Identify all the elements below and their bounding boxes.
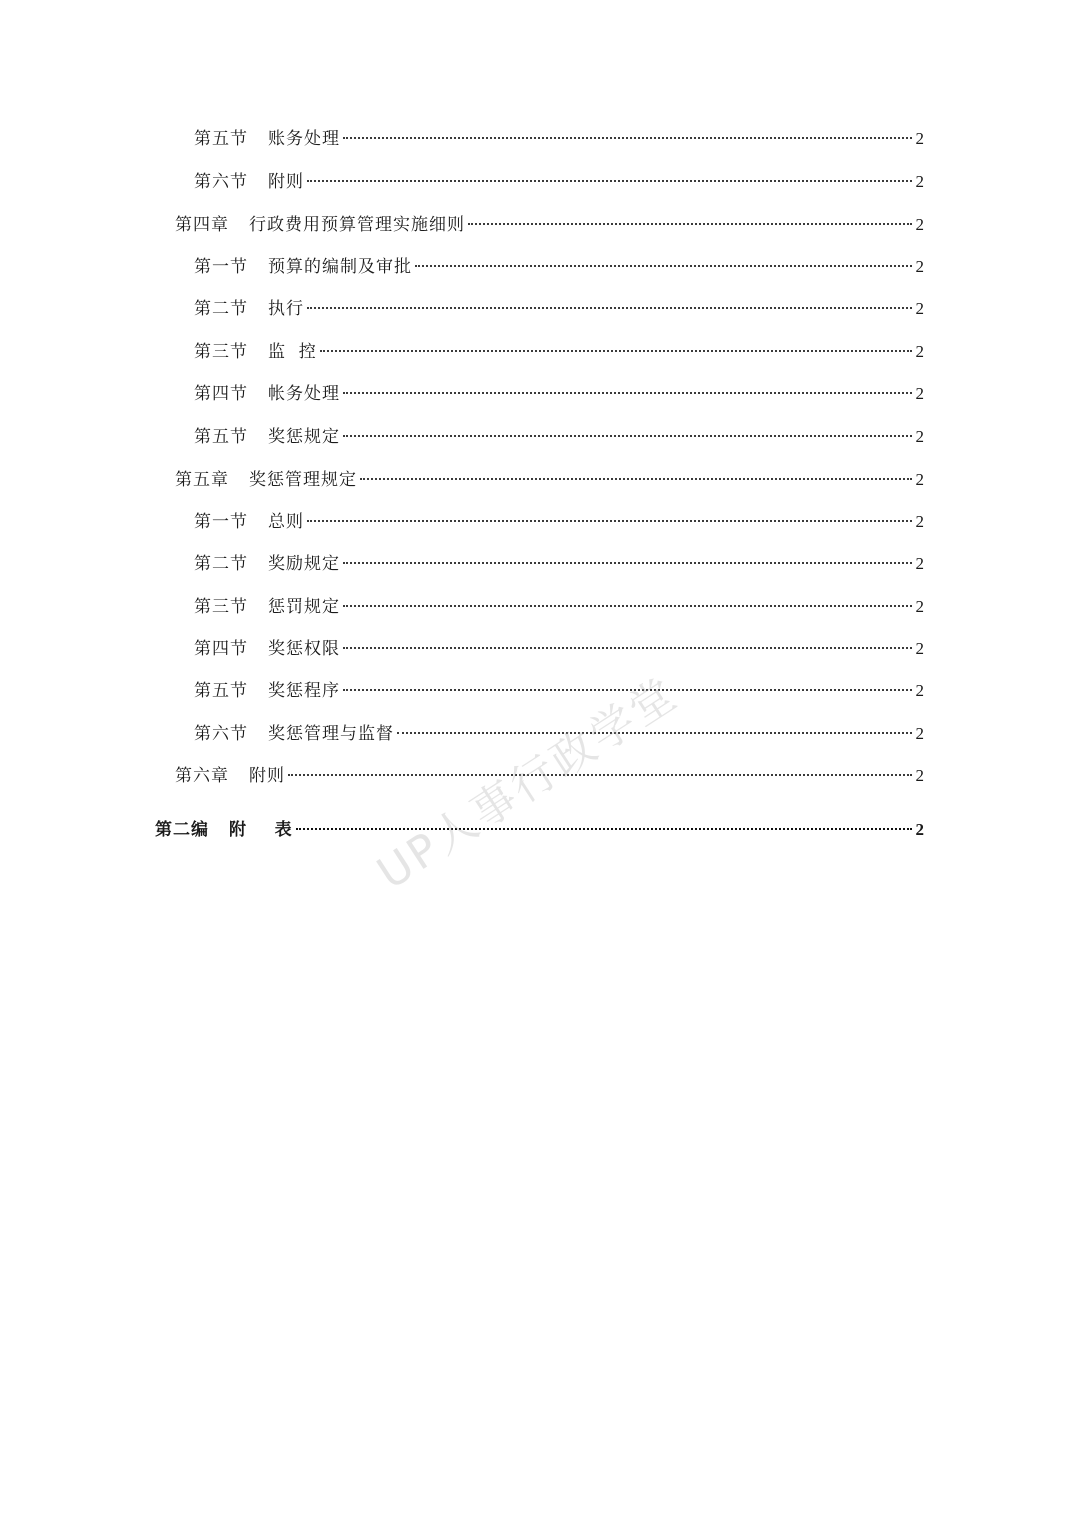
toc-entry-number: 第四章 xyxy=(175,215,229,235)
toc-entry-page-number: 2 xyxy=(915,299,924,318)
toc-entry-number: 第二节 xyxy=(194,299,248,319)
toc-dot-leader xyxy=(343,435,912,437)
toc-dot-leader xyxy=(360,478,912,480)
toc-entry-number: 第六章 xyxy=(175,766,229,786)
toc-dot-leader xyxy=(307,180,912,182)
toc-entry-chapter[interactable] xyxy=(175,765,924,787)
toc-entry-number: 第五章 xyxy=(175,470,229,490)
toc-entry-number: 第四节 xyxy=(194,639,248,659)
toc-entry-page-number: 2 xyxy=(915,427,924,446)
toc-entry-section[interactable] xyxy=(194,553,924,575)
toc-entry-title: 奖惩规定 xyxy=(268,427,340,447)
toc-entry-title: 奖励规定 xyxy=(268,554,340,574)
toc-entry-page-number: 2 xyxy=(915,554,924,573)
toc-entry-title: 奖惩管理规定 xyxy=(249,470,357,490)
toc-entry-section[interactable] xyxy=(194,383,924,405)
toc-dot-leader xyxy=(343,605,912,607)
toc-entry-number: 第一节 xyxy=(194,512,248,532)
toc-entry-title: 帐务处理 xyxy=(268,384,340,404)
toc-dot-leader xyxy=(468,223,912,225)
toc-entry-section[interactable] xyxy=(194,596,924,618)
toc-entry-page-number: 2 xyxy=(915,172,924,191)
toc-dot-leader xyxy=(307,520,912,522)
toc-dot-leader xyxy=(343,647,912,649)
toc-entry-title: 总则 xyxy=(268,512,304,532)
toc-entry-number: 第三节 xyxy=(194,597,248,617)
watermark: UP人事行政学堂 xyxy=(368,667,688,900)
toc-entry-page-number: 2 xyxy=(915,470,924,489)
toc-dot-leader xyxy=(397,732,912,734)
toc-entry-page-number: 2 xyxy=(915,681,924,700)
toc-entry-number: 第六节 xyxy=(194,724,248,744)
toc-entry-section[interactable] xyxy=(194,511,924,533)
toc-dot-leader xyxy=(307,307,912,309)
toc-entry-part[interactable] xyxy=(155,819,924,841)
toc-entry-title: 惩罚规定 xyxy=(268,597,340,617)
toc-entry-title: 奖惩程序 xyxy=(268,681,340,701)
toc-dot-leader xyxy=(415,265,912,267)
toc-entry-section[interactable] xyxy=(194,638,924,660)
toc-entry-page-number: 2 xyxy=(915,512,924,531)
toc-dot-leader xyxy=(296,828,912,830)
toc-entry-title: 奖惩管理与监督 xyxy=(268,724,394,744)
toc-entry-number: 第五节 xyxy=(194,427,248,447)
toc-dot-leader xyxy=(343,137,912,139)
toc-entry-section[interactable] xyxy=(194,723,924,745)
toc-entry-page-number: 2 xyxy=(915,257,924,276)
toc-dot-leader xyxy=(343,689,912,691)
toc-entry-section[interactable] xyxy=(194,128,924,150)
toc-entry-section[interactable] xyxy=(194,171,924,193)
toc-entry-section[interactable] xyxy=(194,256,924,278)
toc-entry-number: 第一节 xyxy=(194,257,248,277)
toc-entry-page-number: 2 xyxy=(915,766,924,785)
toc-entry-page-number: 2 xyxy=(915,342,924,361)
toc-entry-page-number: 2 xyxy=(915,597,924,616)
toc-entry-number: 第五节 xyxy=(194,129,248,149)
toc-entry-page-number: 2 xyxy=(915,129,924,148)
toc-entry-title: 执行 xyxy=(268,299,304,319)
toc-entry-chapter[interactable] xyxy=(175,469,924,491)
toc-dot-leader xyxy=(320,350,912,352)
toc-entry-title: 附则 xyxy=(268,172,304,192)
toc-entry-title: 奖惩权限 xyxy=(268,639,340,659)
toc-entry-page-number: 2 xyxy=(915,384,924,403)
toc-entry-page-number: 2 xyxy=(915,724,924,743)
toc-entry-number: 第二节 xyxy=(194,554,248,574)
toc-entry-title: 附则 xyxy=(249,766,285,786)
toc-entry-number: 第五节 xyxy=(194,681,248,701)
toc-entry-section[interactable] xyxy=(194,426,924,448)
toc-entry-title: 账务处理 xyxy=(268,129,340,149)
toc-entry-number: 第三节 xyxy=(194,342,248,362)
toc-entry-title: 预算的编制及审批 xyxy=(268,257,412,277)
toc-entry-page-number: 2 xyxy=(915,215,924,234)
toc-entry-section[interactable] xyxy=(194,341,924,363)
toc-entry-section[interactable] xyxy=(194,680,924,702)
toc-entry-title: 监 控 xyxy=(268,342,317,362)
toc-entry-page-number: 2 xyxy=(915,820,924,839)
toc-entry-section[interactable] xyxy=(194,298,924,320)
toc-entry-number: 第二编 xyxy=(155,820,209,840)
toc-entry-page-number: 2 xyxy=(915,639,924,658)
toc-dot-leader xyxy=(343,562,912,564)
toc-dot-leader xyxy=(343,392,912,394)
toc-entry-title: 附 表 xyxy=(229,820,293,840)
toc-dot-leader xyxy=(288,774,912,776)
toc-entry-title: 行政费用预算管理实施细则 xyxy=(249,215,465,235)
toc-entry-chapter[interactable] xyxy=(175,214,924,236)
toc-entry-number: 第四节 xyxy=(194,384,248,404)
toc-entry-number: 第六节 xyxy=(194,172,248,192)
